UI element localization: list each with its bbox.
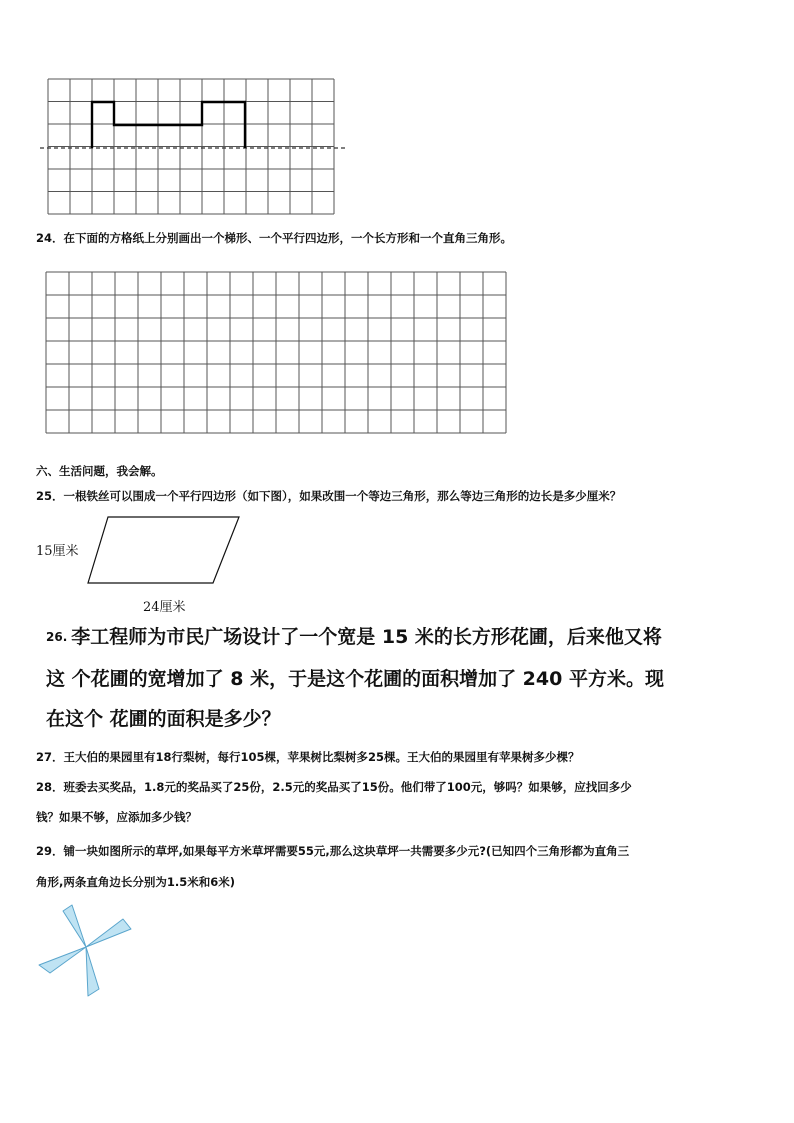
question-28-line-1: 28．班委去买奖品，1.8元的奖品买了25份，2.5元的奖品买了15份。他们带了100元，够吗？如果够，应找回多少: [36, 780, 632, 794]
pinwheel-triangle-left: [39, 947, 86, 973]
half-figure-outline: [92, 102, 245, 148]
pinwheel-triangle-top: [63, 905, 86, 947]
question-24: 24．在下面的方格纸上分别画出一个梯形、一个平行四边形，一个长方形和一个直角三角形。: [36, 231, 512, 245]
parallelogram-figure: [80, 512, 340, 592]
question-26: [46, 625, 662, 649]
problem-24-grid[interactable]: [0, 262, 794, 462]
question-25: 25．一根铁丝可以围成一个平行四边形（如下图），如果改围一个等边三角形，那么等边三角形的边长是多少厘米？: [36, 489, 622, 503]
problem-23-grid: [0, 0, 794, 220]
question-26-line-1: 李工程师为市民广场设计了一个宽是 15 米的长方形花圃，后来他又将: [71, 626, 662, 648]
pinwheel-lawn-figure: [30, 893, 150, 1003]
question-27: 27．王大伯的果园里有18行梨树，每行105棵，苹果树比梨树多25棵。王大伯的果园里有苹果树多少棵？: [36, 750, 580, 764]
pinwheel-triangle-bottom: [86, 947, 99, 996]
question-26-line-3: 在这个 花圃的面积是多少？: [46, 708, 281, 730]
pinwheel-triangle-right: [86, 919, 131, 947]
question-26-number: 26.: [46, 630, 68, 644]
parallelogram-base-label: 24厘米: [143, 600, 186, 615]
section-6-heading: 六、生活问题，我会解。: [36, 464, 163, 478]
question-26-line-2: 这 个花圃的宽增加了 8 米，于是这个花圃的面积增加了 240 平方米。现: [46, 668, 664, 690]
parallelogram-side-label: 15厘米: [36, 544, 79, 559]
question-29-line-2: 角形,两条直角边长分别为1.5米和6米): [36, 875, 235, 889]
question-28-line-2: 钱？如果不够，应添加多少钱？: [36, 810, 197, 824]
question-29-line-1: 29．铺一块如图所示的草坪,如果每平方米草坪需要55元,那么这块草坪一共需要多少元?(已知四个三角形都为直角三: [36, 844, 630, 858]
